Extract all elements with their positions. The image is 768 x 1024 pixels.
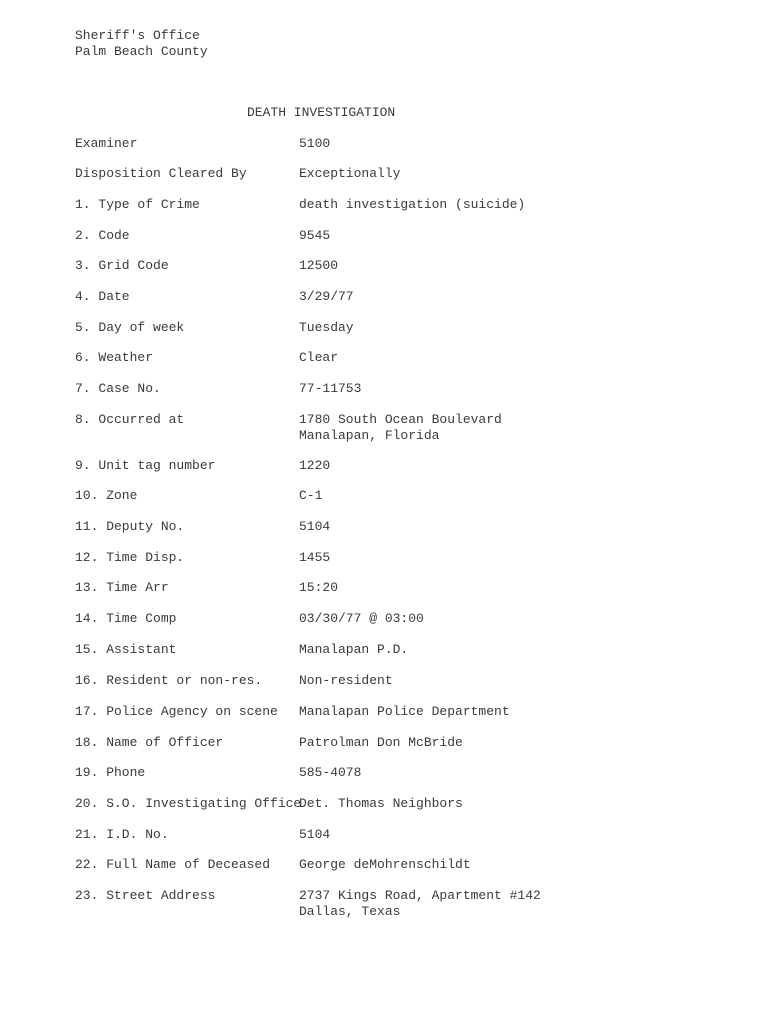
field-value: 2737 Kings Road, Apartment #142 Dallas, Texas <box>299 888 541 919</box>
field-label: 12. Time Disp. <box>75 550 185 565</box>
field-label: 10. Zone <box>75 488 138 503</box>
field-label: 19. Phone <box>75 765 146 780</box>
agency-county: Palm Beach County <box>75 44 208 59</box>
field-label: 11. Deputy No. <box>75 519 185 534</box>
agency-header <box>75 28 208 60</box>
field-label: 1. Type of Crime <box>75 197 200 212</box>
field-value: Exceptionally <box>299 166 401 181</box>
field-value: 5104 <box>299 519 331 534</box>
field-label: 18. Name of Officer <box>75 735 224 750</box>
field-label: 15. Assistant <box>75 642 177 657</box>
field-value: 1455 <box>299 550 331 565</box>
field-label: 16. Resident or non-res. <box>75 673 263 688</box>
field-label: 13. Time Arr <box>75 580 169 595</box>
field-value: Manalapan Police Department <box>299 704 510 719</box>
field-value: death investigation (suicide) <box>299 197 526 212</box>
field-value: 9545 <box>299 228 331 243</box>
field-label: 22. Full Name of Deceased <box>75 857 271 872</box>
field-value: 77-11753 <box>299 381 362 396</box>
field-label: 8. Occurred at <box>75 412 185 427</box>
field-label: 21. I.D. No. <box>75 827 169 842</box>
field-label: 23. Street Address <box>75 888 216 903</box>
document-title: DEATH INVESTIGATION <box>247 105 396 120</box>
field-value: Non-resident <box>299 673 393 688</box>
field-value: C-1 <box>299 488 323 503</box>
field-label: 14. Time Comp <box>75 611 177 626</box>
field-value: Patrolman Don McBride <box>299 735 463 750</box>
field-label: 6. Weather <box>75 350 154 365</box>
field-value: Clear <box>299 350 339 365</box>
field-value: 1220 <box>299 458 331 473</box>
field-value: 12500 <box>299 258 339 273</box>
field-label: 20. S.O. Investigating Office <box>75 796 302 811</box>
field-value: 1780 South Ocean Boulevard Manalapan, Florida <box>299 412 502 443</box>
field-value: Det. Thomas Neighbors <box>299 796 463 811</box>
field-value: 03/30/77 @ 03:00 <box>299 611 424 626</box>
field-label: Examiner <box>75 136 138 151</box>
field-label: 2. Code <box>75 228 130 243</box>
field-label: 4. Date <box>75 289 130 304</box>
field-value: 585-4078 <box>299 765 362 780</box>
field-value: 3/29/77 <box>299 289 354 304</box>
field-value: George deMohrenschildt <box>299 857 471 872</box>
field-label: 9. Unit tag number <box>75 458 216 473</box>
field-value: 5104 <box>299 827 331 842</box>
field-label: 5. Day of week <box>75 320 185 335</box>
agency-name: Sheriff's Office <box>75 28 200 43</box>
field-value: Manalapan P.D. <box>299 642 409 657</box>
field-value: Tuesday <box>299 320 354 335</box>
field-label: 17. Police Agency on scene <box>75 704 278 719</box>
field-label: 7. Case No. <box>75 381 161 396</box>
field-value: 5100 <box>299 136 331 151</box>
field-value: 15:20 <box>299 580 339 595</box>
field-label: Disposition Cleared By <box>75 166 247 181</box>
field-label: 3. Grid Code <box>75 258 169 273</box>
